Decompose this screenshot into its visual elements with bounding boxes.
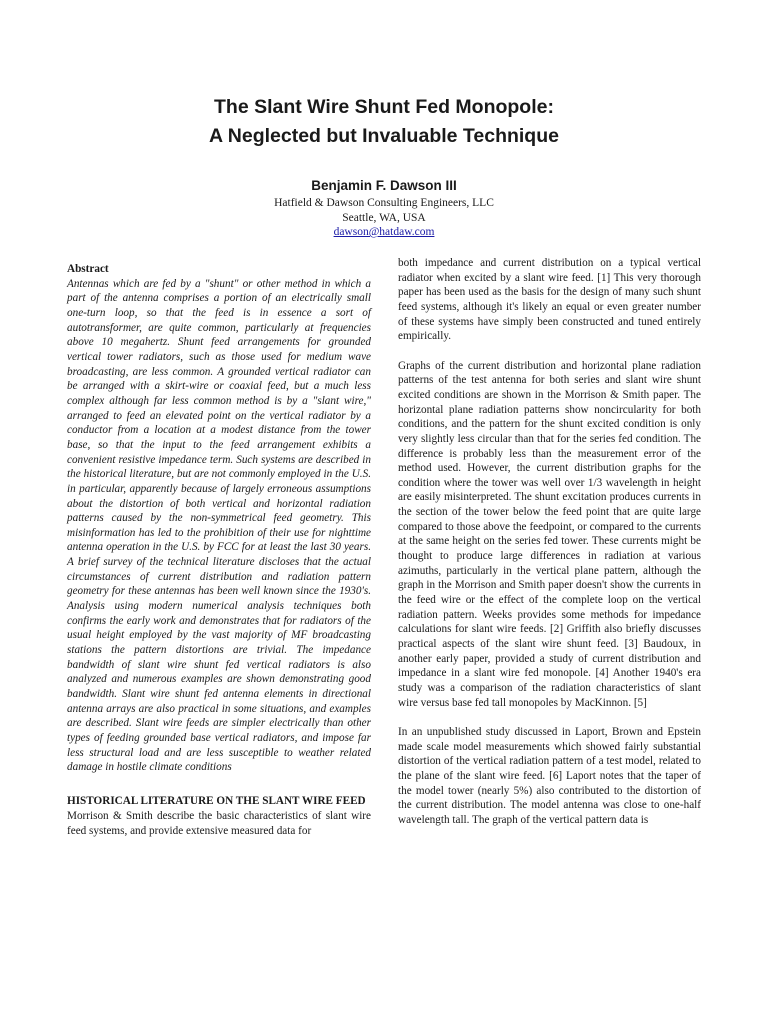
body-paragraph: both impedance and current distribution on a typical vertical radiator when excited by a slant wire feed. [1] This very thorough paper has been used as the basis for the design of many such shunt feed systems, although it's likely an equal or even greater number of these systems have simply been constructed and tuned entirely empirically.	[398, 257, 701, 343]
abstract-text: Antennas which are fed by a "shunt" or other method in which a part of the antenna comprises a portion of an electrically small one-turn loop, so that the feed is in essence a sort of autotransformer, are quite common, particularly at frequencies above 10 megahertz. Shunt feed arrangements for grounded vertical tower radiators, such as those used for medium wave broadcasting, are less common. A grounded vertical radiator can be arranged with a skirt-wire or coaxial feed, but a much less complex although far less common method is by a "slant wire," arranged to feed an elevated point on the vertical radiator by a conductor from a location at a modest distance from the tower base, so that the input to the feed arrangement exhibits a convenient resistive impedance term. Such systems are described in the historical literature, but are not commonly employed in the U.S. in particular, apparently because of largely erroneous assumptions about the distortion of both vertical and horizontal radiation patterns caused by the non-symmetrical feed geometry. This misinformation has led to the prohibition of their use for nighttime antenna operation in the U.S. by FCC for at least the last 30 years. A brief survey of the technical literature discloses that the actual circumstances of current distribution and radiation pattern geometry for these antennas has been well known since the 1930's. Analysis using modern numerical analysis techniques both confirms the early work and demonstrates that for radiators of the usual height employed by the vast majority of MF broadcasting stations the pattern distortions are trivial. The impedance bandwidth of slant wire shunt fed vertical radiators is also analyzed and numerous examples are shown demonstrating good bandwidth. Slant wire shunt fed antenna elements in directional antenna arrays are also practical in some situations, and examples are described. Slant wire feeds are simpler electrically than other types of feeding grounded base vertical radiators, and impose far less structural load and are less susceptible to weather related damage in hostile climate conditions	[67, 277, 371, 774]
section-heading: HISTORICAL LITERATURE ON THE SLANT WIRE FEED	[67, 794, 366, 807]
right-column	[398, 256, 701, 828]
location: Seattle, WA, USA	[342, 211, 426, 224]
abstract-heading: Abstract	[67, 263, 109, 275]
affiliation: Hatfield & Dawson Consulting Engineers, LLC	[274, 197, 494, 209]
title-line-2: A Neglected but Invaluable Technique	[209, 125, 559, 147]
section-intro-paragraph: Morrison & Smith describe the basic characteristics of slant wire feed systems, and provide extensive measured data for	[67, 810, 371, 838]
body-paragraph: Graphs of the current distribution and horizontal plane radiation patterns of the test antenna for both series and slant wire shunt excited conditions are shown in the Morrison & Smith paper. The horizontal plane radiation patterns show noncircularity for both conditions, and the pattern for the shunt excited condition is only very slightly less circular than that for the series fed condition. The difference is probably less than the measurement error of the method used. However, the current distribution graphs for the condition where the tower was well over 1/3 wavelength in height are easily misinterpreted. The shunt excitation produces currents in the section of the tower below the feed point that are quite large compared to those above the feedpoint, or compared to the currents at the same height on the series fed tower. These currents might be thought to produce large differences in radiation at various azimuths, particularly in the vertical plane pattern, although the graph in the Morrison and Smith paper doesn't show the currents in the feed wire or the effect of the complete loop on the vertical radiation pattern. Weeks provides some methods for impedance calculations for slant wire feeds. [2] Griffith also briefly discusses practical aspects of the slant wire shunt feed. [3] Baudoux, in another early paper, provided a study of current distribution and impedance in a slant wire fed monopole. [4] Another 1940's era study was a comparison of the radiation characteristics of slant wire versus base fed tall monopoles by MacKinnon. [5]	[398, 359, 701, 709]
left-column	[67, 262, 371, 839]
title-line-1: The Slant Wire Shunt Fed Monopole:	[214, 96, 554, 118]
email-link[interactable]: dawson@hatdaw.com	[333, 226, 435, 238]
paper-title	[0, 93, 768, 151]
author-affiliation-block	[0, 196, 768, 240]
author-name: Benjamin F. Dawson III	[311, 178, 457, 193]
body-paragraph: In an unpublished study discussed in Laport, Brown and Epstein made scale model measurements which showed fairly substantial distortion of the vertical radiation pattern of a test model, related to the plane of the slant wire feed. [6] Laport notes that the taper of the model tower (nearly 5%) also contributed to the distortion of the current distribution. The model antenna was close to one-half wavelength tall. The graph of the vertical pattern data is	[398, 725, 701, 826]
